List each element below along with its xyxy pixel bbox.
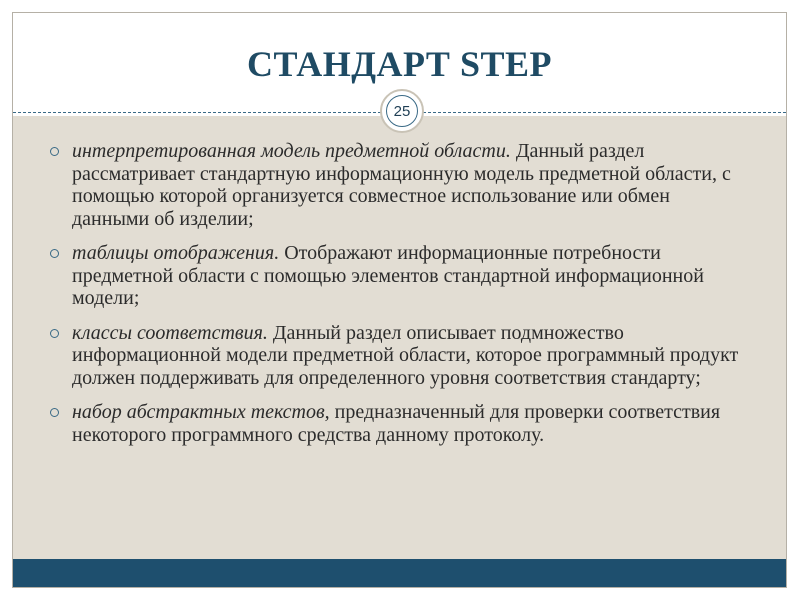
bullet-list (50, 140, 750, 458)
list-item (50, 401, 750, 446)
slide-title: СТАНДАРТ STEP (247, 44, 552, 84)
page-number: 25 (386, 95, 418, 127)
list-item (50, 140, 750, 230)
circle-bullet-icon (50, 408, 59, 417)
bullet-text: Отображают информационные потребности предметной области с помощью элементов стандартной информационной модели; (72, 242, 704, 309)
bullet-text: предназначенный для проверки соответствия некоторого программного средства данному протоколу. (72, 401, 721, 446)
circle-bullet-icon (50, 147, 59, 156)
page-number-badge (380, 89, 424, 133)
circle-bullet-icon (50, 329, 59, 338)
bullet-text: Данный раздел описывает подмножество информационной модели предметной области, которое программный продукт должен поддерживать для определенного уровня соответствия стандарту; (72, 321, 739, 389)
bullet-text: Данный раздел рассматривает стандартную информационную модель предметной области, с помощью которой организуется совместное использование или обмен данными об изделии; (72, 140, 731, 230)
list-item (50, 242, 750, 310)
bullet-term: классы соответствия. (72, 321, 268, 344)
footer-bar (13, 559, 786, 587)
list-item (50, 322, 750, 390)
bullet-term: набор абстрактных текстов, (72, 401, 330, 423)
bullet-term: интерпретированная модель предметной области. (72, 140, 511, 162)
circle-bullet-icon (50, 249, 59, 258)
bullet-term: таблицы отображения. (72, 242, 280, 264)
